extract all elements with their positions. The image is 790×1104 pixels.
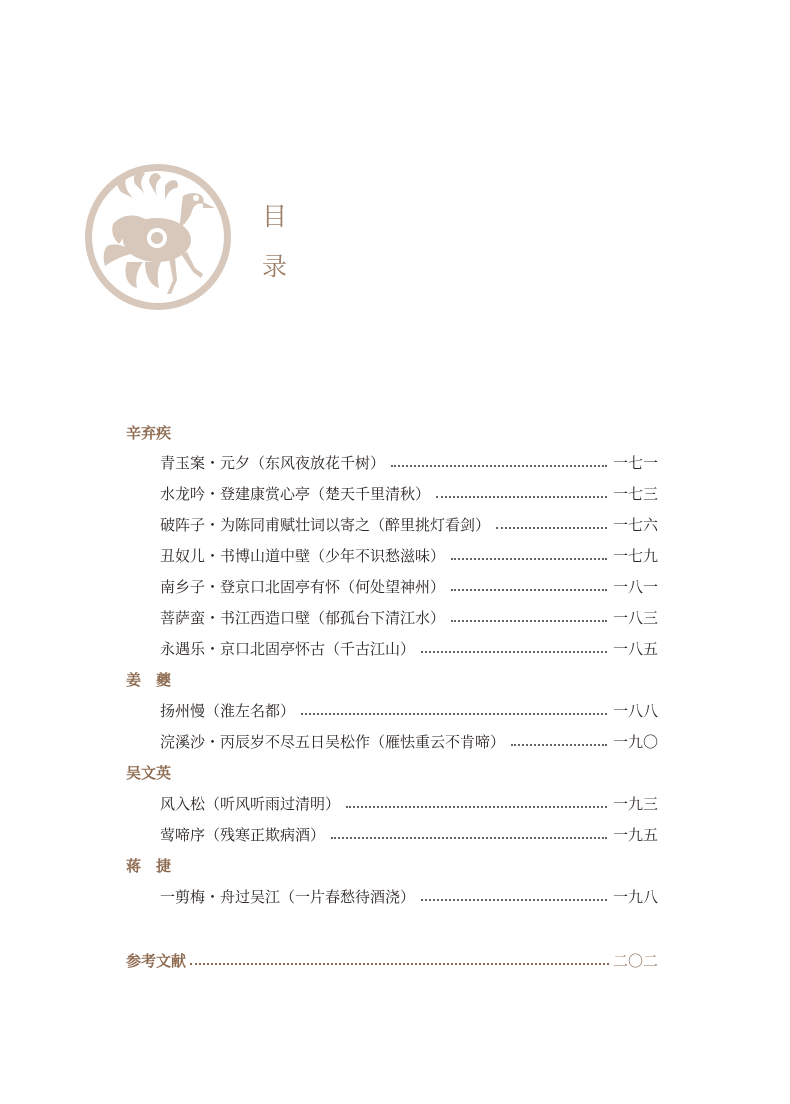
entry-title: 莺啼序（残寒正欺病酒） [160,826,326,844]
entry-page: 一九〇 [612,733,658,751]
dot-leader [451,620,607,622]
entry-page: 一七一 [612,454,658,472]
dot-leader [421,899,607,901]
toc-entry[interactable] [160,545,658,567]
references-entry[interactable] [126,950,658,972]
toc-entry[interactable] [160,638,658,660]
toc-entry[interactable] [160,793,658,815]
toc-entry[interactable] [160,700,658,722]
entry-page: 一八三 [612,609,658,627]
dot-leader [421,651,607,653]
entry-title: 风入松（听风听雨过清明） [160,795,341,813]
dot-leader [451,558,607,560]
dot-leader [451,589,607,591]
entry-page: 一七九 [612,547,658,565]
entry-title: 一剪梅・舟过吴江（一片春愁待酒浇） [160,888,416,906]
author-heading: 辛弃疾 [126,424,172,442]
toc-entry[interactable] [160,452,658,474]
toc-entry[interactable] [160,514,658,536]
entry-page: 一七六 [612,516,658,534]
entry-title: 破阵子・为陈同甫赋壮词以寄之（醉里挑灯看剑） [160,516,491,534]
dot-leader [496,527,607,529]
entry-page: 一八五 [612,640,658,658]
entry-title: 菩萨蛮・书江西造口壁（郁孤台下清江水） [160,609,446,627]
entry-title: 永遇乐・京口北固亭怀古（千古江山） [160,640,416,658]
dot-leader [346,806,607,808]
entry-title: 南乡子・登京口北固亭有怀（何处望神州） [160,578,446,596]
toc-entry[interactable] [160,607,658,629]
entry-page: 一九五 [612,826,658,844]
dot-leader [511,744,607,746]
entry-title: 扬州慢（淮左名都） [160,702,296,720]
toc-entry[interactable] [160,886,658,908]
entry-page: 一九三 [612,795,658,813]
toc-entry[interactable] [160,824,658,846]
toc-heading-line-1: 目 [262,202,288,231]
entry-title: 浣溪沙・丙辰岁不尽五日吴松作（雁怯重云不肯啼） [160,733,506,751]
toc-heading-line-2: 录 [262,252,288,281]
entry-title: 丑奴儿・书博山道中壁（少年不识愁滋味） [160,547,446,565]
toc-entry[interactable] [160,576,658,598]
entry-title: 水龙吟・登建康赏心亭（楚天千里清秋） [160,485,431,503]
dot-leader [301,713,607,715]
toc-entry[interactable] [160,731,658,753]
dot-leader [190,963,609,965]
author-heading: 姜 夔 [126,671,172,689]
dot-leader [391,465,607,467]
references-page: 二〇二 [612,952,658,970]
entry-page: 一八一 [612,578,658,596]
toc-entry[interactable] [160,483,658,505]
references-title: 参考文献 [126,952,187,970]
entry-page: 一九八 [612,888,658,906]
author-heading: 蒋 捷 [126,857,172,875]
dot-leader [331,837,607,839]
author-heading: 吴文英 [126,764,172,782]
entry-title: 青玉案・元夕（东风夜放花千树） [160,454,386,472]
entry-page: 一八八 [612,702,658,720]
entry-page: 一七三 [612,485,658,503]
dot-leader [436,496,607,498]
